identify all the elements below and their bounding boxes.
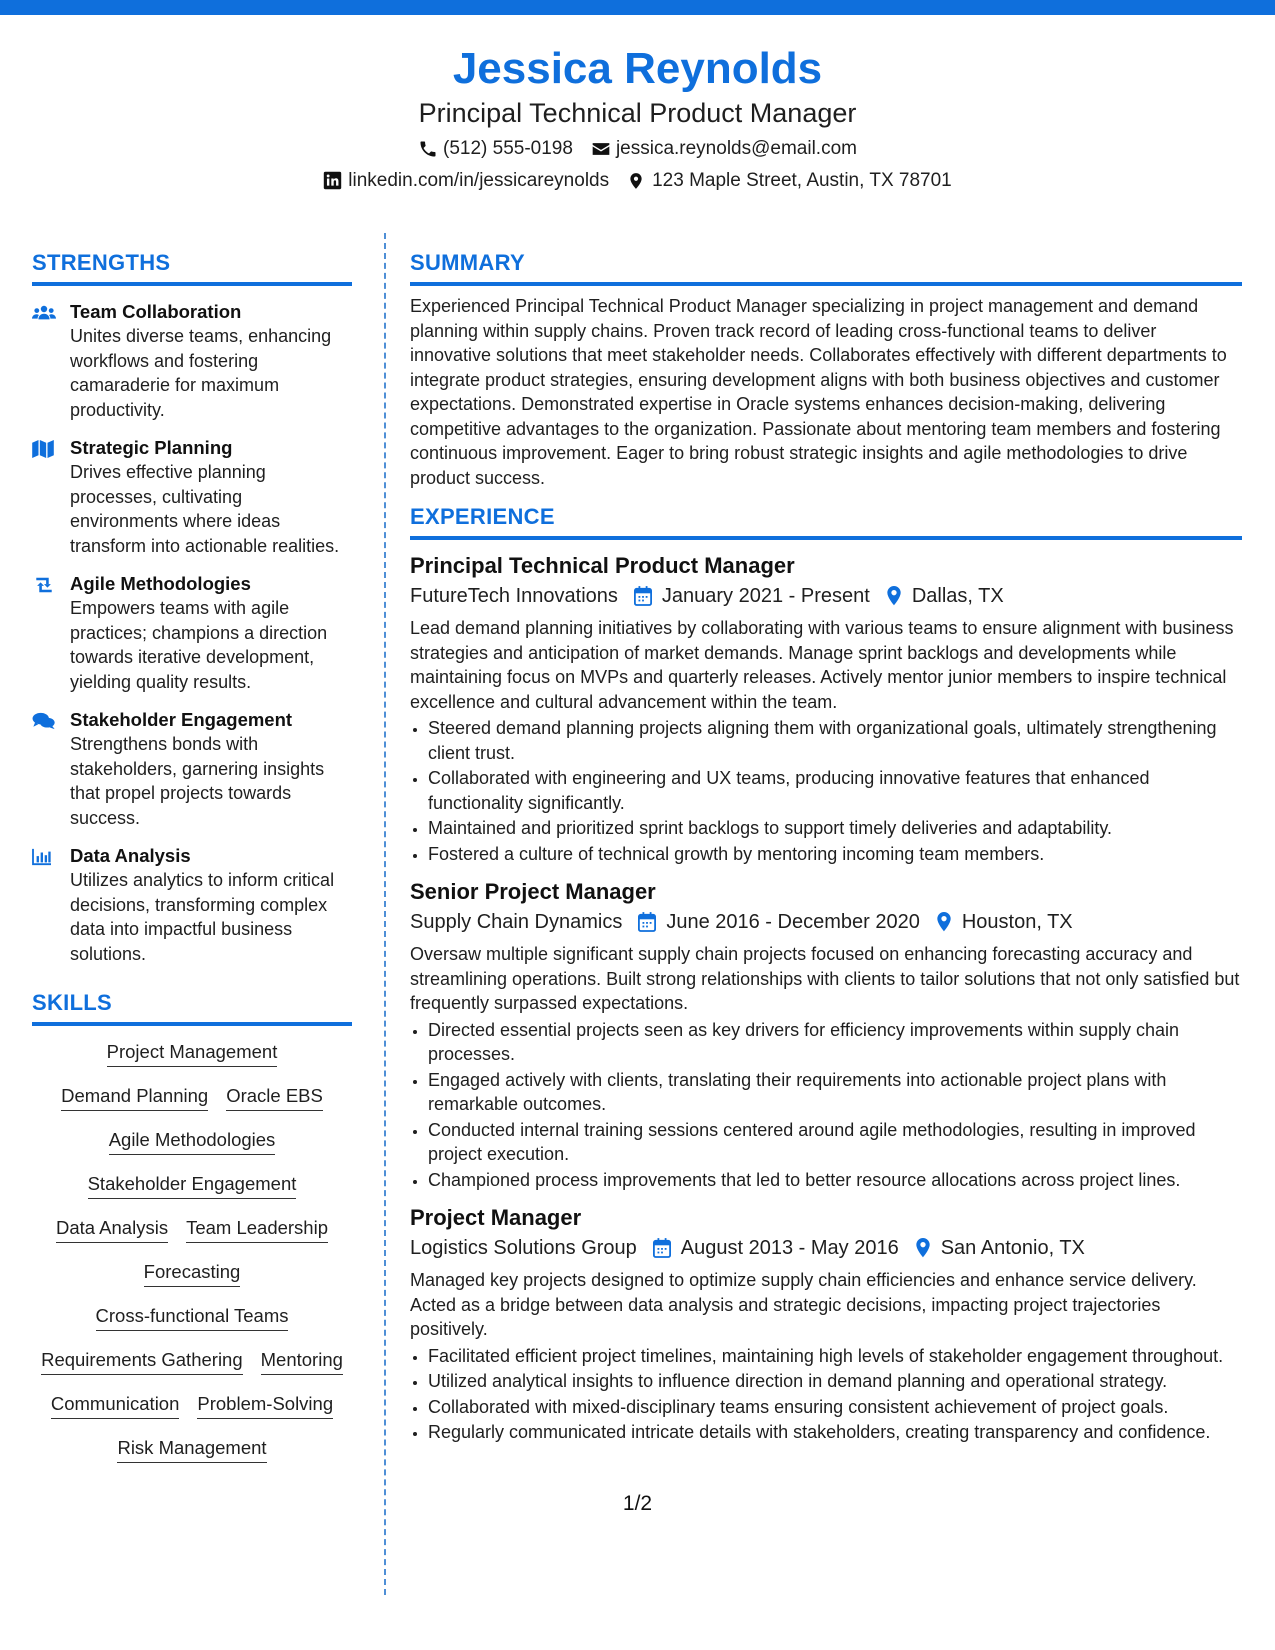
skill-tag: Agile Methodologies: [109, 1128, 276, 1155]
candidate-name: Jessica Reynolds: [452, 44, 823, 93]
skill-tag: Risk Management: [117, 1436, 266, 1463]
calendar-icon: [653, 1238, 671, 1258]
job-bullet: • Collaborated with mixed-disciplinary teams ensuring consistent achievement of project goals.: [428, 1395, 1242, 1420]
location-pin-icon: [915, 1238, 931, 1258]
strength-desc: Utilizes analytics to inform critical decisions, transforming complex data into impactful business solutions.: [70, 870, 335, 964]
envelope-icon: [591, 139, 611, 159]
skill-tag: Problem-Solving: [197, 1392, 333, 1419]
page-number: 1/2: [622, 1492, 653, 1515]
strength-name: Data Analysis: [70, 845, 191, 866]
skill-tag: Stakeholder Engagement: [88, 1172, 297, 1199]
phone-icon: [418, 139, 438, 159]
job-title: Principal Technical Product Manager: [410, 553, 795, 578]
job-location: Dallas, TX: [911, 585, 1004, 607]
skill-row: [32, 1436, 352, 1463]
job-meta: [410, 582, 1242, 610]
strength-name: Strategic Planning: [70, 437, 233, 458]
strength-name: Team Collaboration: [70, 301, 242, 322]
strength-desc: Unites diverse teams, enhancing workflows and fostering camaraderie for maximum productivity.: [70, 326, 332, 420]
job-bullets: [410, 716, 1242, 866]
job-title: Project Manager: [410, 1205, 582, 1230]
job-meta: [410, 908, 1242, 936]
skill-tag: Forecasting: [144, 1260, 241, 1287]
job-dates: August 2013 - May 2016: [680, 1237, 899, 1259]
job-entry: [410, 552, 1242, 866]
skill-tag: Requirements Gathering: [41, 1348, 243, 1375]
skill-tag: Mentoring: [261, 1348, 343, 1375]
job-bullets: [410, 1344, 1242, 1445]
skill-tag: Cross-functional Teams: [96, 1304, 289, 1331]
company-name: Logistics Solutions Group: [410, 1237, 637, 1259]
strength-desc: Empowers teams with agile practices; champions a direction towards iterative development, yielding quality results.: [70, 598, 328, 692]
skill-row: [32, 1392, 352, 1419]
job-bullet: • Engaged actively with clients, translating their requirements into actionable project plans with remarkable outcomes.: [428, 1068, 1242, 1117]
job-meta: [410, 1234, 1242, 1262]
skill-tag: Project Management: [107, 1040, 278, 1067]
job-bullet: • Facilitated efficient project timelines, maintaining high levels of stakeholder engagement throughout.: [428, 1344, 1242, 1369]
retweet-icon: [32, 572, 70, 694]
skill-tag: Oracle EBS: [226, 1084, 323, 1111]
linkedin-icon: [323, 171, 343, 191]
job-location: San Antonio, TX: [940, 1237, 1085, 1259]
skill-row: [32, 1040, 352, 1067]
address-text: 123 Maple Street, Austin, TX 78701: [652, 170, 952, 191]
job-location: Houston, TX: [961, 911, 1073, 933]
job-bullet: • Directed essential projects seen as key drivers for efficiency improvements within supply chain processes.: [428, 1018, 1242, 1067]
skill-tag: Data Analysis: [56, 1216, 168, 1243]
skill-row: [32, 1084, 352, 1111]
skill-row: [32, 1172, 352, 1199]
candidate-title: Principal Technical Product Manager: [418, 98, 857, 128]
job-bullet: • Conducted internal training sessions centered around agile methodologies, resulting in improved project execution.: [428, 1118, 1242, 1167]
job-bullet: • Steered demand planning projects aligning them with organizational goals, ultimately strengthening client trust.: [428, 716, 1242, 765]
contact-row-2: [0, 168, 1275, 194]
skill-row: [32, 1128, 352, 1155]
strength-item: [32, 436, 352, 558]
job-description: Lead demand planning initiatives by collaborating with various teams to ensure alignment with business strategies and anticipation of market demands. Manage sprint backlogs and developments while maintaining focus on MVPs and quarterly releases. Actively mentor junior members to inspire technical excellence and cultural advancement within the team.: [410, 618, 1234, 712]
job-title: Senior Project Manager: [410, 879, 656, 904]
job-bullet: • Collaborated with engineering and UX teams, producing innovative features that enhanced functionality significantly.: [428, 766, 1242, 815]
right-column: [410, 248, 1242, 1446]
comments-icon: [32, 708, 70, 830]
skill-row: [32, 1304, 352, 1331]
column-divider: [384, 233, 386, 1595]
phone-item: [418, 136, 573, 162]
skill-row: [32, 1348, 352, 1375]
strength-desc: Strengthens bonds with stakeholders, garnering insights that propel projects towards success.: [70, 734, 325, 828]
users-icon: [32, 300, 70, 422]
summary-heading: SUMMARY: [410, 248, 1242, 286]
strength-item: [32, 844, 352, 966]
calendar-icon: [638, 912, 656, 932]
strengths-heading: STRENGTHS: [32, 248, 352, 286]
job-entry: [410, 1204, 1242, 1445]
skills-list: [32, 1040, 352, 1463]
resume-header: [0, 42, 1275, 194]
company-name: FutureTech Innovations: [410, 585, 618, 607]
job-bullet: • Maintained and prioritized sprint backlogs to support timely deliveries and adaptability.: [428, 816, 1242, 841]
top-accent-bar: [0, 0, 1275, 15]
experience-heading: EXPERIENCE: [410, 502, 1242, 540]
address-item: [627, 168, 952, 194]
skill-row: [32, 1216, 352, 1243]
strength-name: Agile Methodologies: [70, 573, 251, 594]
contact-row-1: [0, 136, 1275, 162]
strength-item: [32, 572, 352, 694]
job-description: Oversaw multiple significant supply chain projects focused on enhancing forecasting accuracy and streamlining operations. Built strong relationships with clients to tailor solutions that not only satisfied but frequently surpassed expectations.: [410, 944, 1240, 1013]
calendar-icon: [634, 586, 652, 606]
phone-text: (512) 555-0198: [443, 138, 573, 159]
job-bullet: • Utilized analytical insights to influence direction in demand planning and operational strategy.: [428, 1369, 1242, 1394]
linkedin-text[interactable]: linkedin.com/in/jessicareynolds: [348, 170, 610, 191]
strength-item: [32, 300, 352, 422]
strength-item: [32, 708, 352, 830]
skill-tag: Demand Planning: [61, 1084, 208, 1111]
job-bullet: • Fostered a culture of technical growth by mentoring incoming team members.: [428, 842, 1242, 867]
skill-tag: Team Leadership: [186, 1216, 328, 1243]
job-bullet: • Championed process improvements that led to better resource allocations across project lines.: [428, 1168, 1242, 1193]
skill-row: [32, 1260, 352, 1287]
location-pin-icon: [936, 912, 952, 932]
job-bullet: • Regularly communicated intricate details with stakeholders, creating transparency and confidence.: [428, 1420, 1242, 1445]
skills-heading: SKILLS: [32, 988, 352, 1026]
job-dates: January 2021 - Present: [661, 585, 870, 607]
company-name: Supply Chain Dynamics: [410, 911, 623, 933]
map-pin-icon: [627, 171, 647, 191]
map-icon: [32, 436, 70, 558]
email-item[interactable]: [591, 136, 857, 162]
job-dates: June 2016 - December 2020: [666, 911, 920, 933]
summary-text: Experienced Principal Technical Product Manager specializing in project management and demand planning within supply chains. Proven track record of leading cross-functional teams to deliver innovative solutions that meet stakeholder needs. Collaborates effectively with different departments to integrate product strategies, ensuring development aligns with both business objectives and customer expectations. Demonstrated expertise in Oracle systems enhances decision-making, delivering competitive advantages to the organization. Passionate about mentoring team members and fostering continuous improvement. Eager to bring robust strategic insights and agile methodologies to drive product success.: [410, 296, 1227, 488]
job-bullets: [410, 1018, 1242, 1193]
job-entry: [410, 878, 1242, 1192]
email-text[interactable]: jessica.reynolds@email.com: [615, 138, 857, 159]
bar-chart-icon: [32, 844, 70, 966]
location-pin-icon: [886, 586, 902, 606]
strength-desc: Drives effective planning processes, cultivating environments where ideas transform into actionable realities.: [70, 462, 340, 556]
strength-name: Stakeholder Engagement: [70, 709, 293, 730]
linkedin-item[interactable]: [323, 168, 609, 194]
job-description: Managed key projects designed to optimize supply chain efficiencies and enhance service delivery. Acted as a bridge between data analysis and strategic decisions, impacting project trajectories positively.: [410, 1270, 1197, 1339]
left-column: [32, 248, 352, 1480]
skill-tag: Communication: [51, 1392, 180, 1419]
